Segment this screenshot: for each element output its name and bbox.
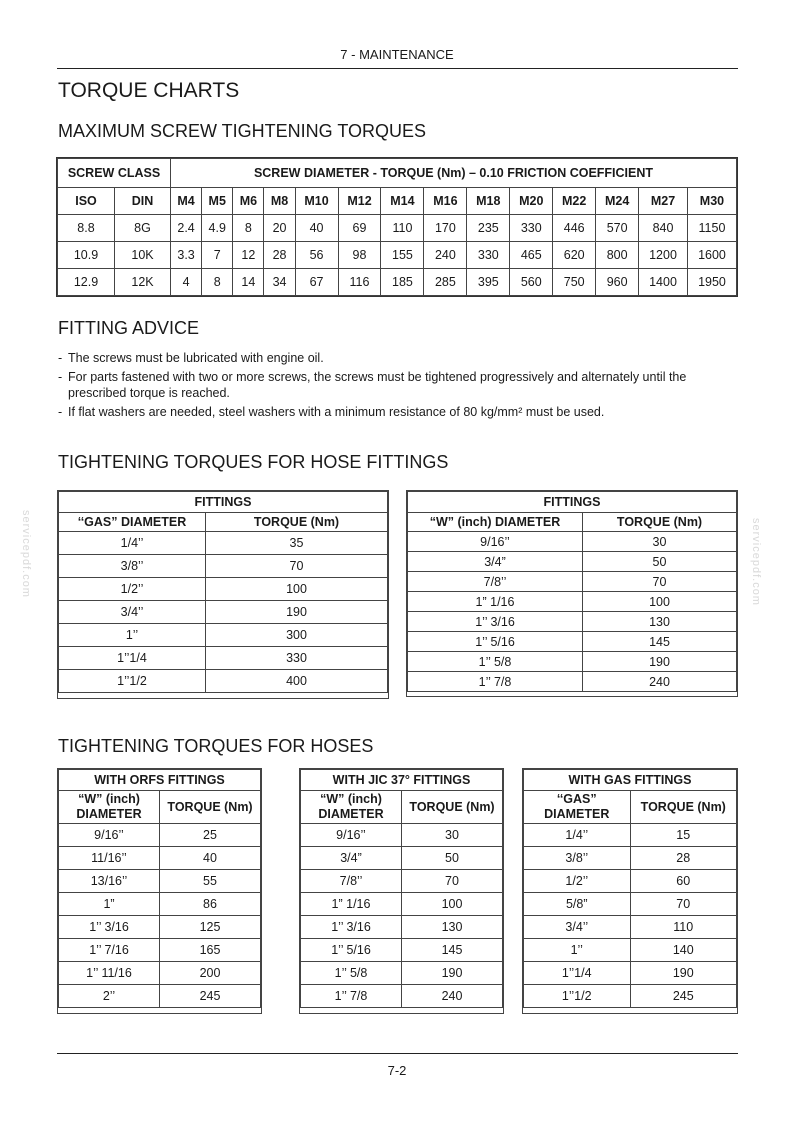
diameter-header: “W” (inch) DIAMETER: [59, 791, 160, 824]
torque-cell: 40: [160, 847, 261, 870]
torque-cell: 285: [424, 269, 467, 296]
diameter-cell: 1/4’’: [524, 824, 631, 847]
torque-header: TORQUE (Nm): [402, 791, 503, 824]
torque-cell: 300: [206, 624, 388, 647]
torque-cell: 110: [630, 916, 737, 939]
diameter-cell: 1’’ 5/16: [301, 939, 402, 962]
diameter-cell: 13/16’’: [59, 870, 160, 893]
diameter-cell: 3/4’’: [59, 601, 206, 624]
table-row: [59, 624, 388, 647]
table-row: [408, 532, 737, 552]
page-title: TORQUE CHARTS: [58, 79, 240, 102]
table-row: [59, 532, 388, 555]
torque-cell: 1400: [639, 269, 688, 296]
din-cell: 10K: [115, 242, 171, 269]
size-header: M18: [467, 188, 510, 215]
hoses-heading: TIGHTENING TORQUES FOR HOSES: [58, 736, 374, 756]
torque-cell: 60: [630, 870, 737, 893]
table-row: [524, 916, 737, 939]
table-row: [301, 893, 503, 916]
diameter-cell: 5/8”: [524, 893, 631, 916]
fitting-advice-list: [58, 350, 748, 423]
table-row: [408, 672, 737, 692]
torque-cell: 155: [381, 242, 424, 269]
chapter-header: 7 - MAINTENANCE: [340, 47, 454, 62]
table-row: [59, 893, 261, 916]
torque-cell: 165: [160, 939, 261, 962]
torque-cell: 240: [583, 672, 737, 692]
hose-table-title: WITH ORFS FITTINGS: [59, 770, 261, 791]
torque-cell: 446: [553, 215, 596, 242]
table-row: [59, 824, 261, 847]
diameter-cell: 2’’: [59, 985, 160, 1008]
torque-cell: 86: [160, 893, 261, 916]
torque-cell: 34: [264, 269, 295, 296]
iso-cell: 10.9: [58, 242, 115, 269]
diameter-cell: 1” 1/16: [301, 893, 402, 916]
table-row: [524, 985, 737, 1008]
w-diameter-header: “W” (inch) DIAMETER: [408, 513, 583, 532]
torque-cell: 70: [583, 572, 737, 592]
w-fittings-title: FITTINGS: [408, 492, 737, 513]
size-header: M24: [596, 188, 639, 215]
din-header: DIN: [115, 188, 171, 215]
size-header: M22: [553, 188, 596, 215]
table-row: [59, 916, 261, 939]
table-row: [301, 847, 503, 870]
title-row: [59, 770, 261, 791]
diameter-cell: 1’’ 11/16: [59, 962, 160, 985]
size-header: M8: [264, 188, 295, 215]
table-row: [59, 670, 388, 693]
torque-cell: 200: [160, 962, 261, 985]
size-header: M20: [510, 188, 553, 215]
diameter-cell: 1’’ 5/8: [408, 652, 583, 672]
torque-cell: 960: [596, 269, 639, 296]
gas-diameter-header: ‘‘GAS” DIAMETER: [59, 513, 206, 532]
torque-cell: 130: [402, 916, 503, 939]
torque-cell: 15: [630, 824, 737, 847]
diameter-cell: 1’’ 3/16: [59, 916, 160, 939]
torque-cell: 67: [295, 269, 338, 296]
torque-cell: 69: [338, 215, 381, 242]
torque-cell: 330: [510, 215, 553, 242]
torque-cell: 570: [596, 215, 639, 242]
torque-cell: 4.9: [202, 215, 233, 242]
w-torque-header: TORQUE (Nm): [583, 513, 737, 532]
torque-cell: 14: [233, 269, 264, 296]
torque-cell: 56: [295, 242, 338, 269]
title-row: [301, 770, 503, 791]
torque-cell: 7: [202, 242, 233, 269]
diameter-cell: 1” 1/16: [408, 592, 583, 612]
diameter-cell: 7/8’’: [408, 572, 583, 592]
torque-cell: 110: [381, 215, 424, 242]
table-row: [408, 592, 737, 612]
diameter-cell: 1’’ 3/16: [301, 916, 402, 939]
watermark-left: servicepdf.com: [20, 510, 32, 598]
jic-table: [300, 769, 503, 1008]
torque-cell: 330: [206, 647, 388, 670]
table-row: [59, 578, 388, 601]
table-row: [58, 215, 737, 242]
diameter-cell: 1’’1/4: [524, 962, 631, 985]
table-row: [301, 824, 503, 847]
torque-cell: 12: [233, 242, 264, 269]
torque-cell: 145: [583, 632, 737, 652]
torque-cell: 125: [160, 916, 261, 939]
torque-cell: 3.3: [171, 242, 202, 269]
torque-cell: 560: [510, 269, 553, 296]
torque-cell: 400: [206, 670, 388, 693]
diameter-cell: 1’’1/4: [59, 647, 206, 670]
table-row: [524, 893, 737, 916]
torque-cell: 185: [381, 269, 424, 296]
diameter-cell: 11/16’’: [59, 847, 160, 870]
diameter-cell: 9/16’’: [408, 532, 583, 552]
torque-cell: 2.4: [171, 215, 202, 242]
gas-fittings-title: FITTINGS: [59, 492, 388, 513]
table-row: [59, 601, 388, 624]
table-row: [408, 632, 737, 652]
diameter-cell: 1’’ 7/16: [59, 939, 160, 962]
diameter-cell: 1’’: [59, 624, 206, 647]
diameter-cell: 3/8’’: [524, 847, 631, 870]
watermark-right: servicepdf.com: [750, 518, 762, 606]
diameter-cell: 9/16’’: [301, 824, 402, 847]
diameter-cell: 1’’ 7/8: [301, 985, 402, 1008]
table-row: [59, 962, 261, 985]
size-header: M30: [687, 188, 736, 215]
torque-cell: 170: [424, 215, 467, 242]
table-row: [408, 552, 737, 572]
table-row: [301, 962, 503, 985]
torque-cell: 70: [630, 893, 737, 916]
iso-cell: 12.9: [58, 269, 115, 296]
advice-item: - The screws must be lubricated with engine oil.: [58, 351, 324, 365]
screw-class-header: SCREW CLASS: [58, 159, 171, 188]
gas-fittings-table: [58, 491, 388, 693]
table-row: [58, 242, 737, 269]
torque-cell: 190: [583, 652, 737, 672]
diameter-cell: 3/4”: [408, 552, 583, 572]
diameter-cell: 1’’1/2: [524, 985, 631, 1008]
torque-cell: 100: [583, 592, 737, 612]
torque-cell: 50: [402, 847, 503, 870]
table-row: [301, 916, 503, 939]
table-row: [408, 612, 737, 632]
torque-cell: 30: [402, 824, 503, 847]
table-row: [59, 847, 261, 870]
table-row: [58, 269, 737, 296]
diameter-cell: 3/4’’: [524, 916, 631, 939]
torque-cell: 800: [596, 242, 639, 269]
footer-rule: [57, 1053, 738, 1054]
diameter-cell: 1’’: [524, 939, 631, 962]
diameter-header: ‘‘GAS” DIAMETER: [524, 791, 631, 824]
table-row: [301, 985, 503, 1008]
torque-cell: 465: [510, 242, 553, 269]
diameter-cell: 7/8’’: [301, 870, 402, 893]
size-header: M4: [171, 188, 202, 215]
fitting-advice-heading: FITTING ADVICE: [58, 318, 200, 338]
size-header: M10: [295, 188, 338, 215]
gas-torque-header: TORQUE (Nm): [206, 513, 388, 532]
torque-cell: 8: [233, 215, 264, 242]
torque-header: TORQUE (Nm): [630, 791, 737, 824]
diameter-cell: 1’’ 5/8: [301, 962, 402, 985]
diameter-cell: 1’’1/2: [59, 670, 206, 693]
torque-cell: 190: [630, 962, 737, 985]
diameter-cell: 1’’ 5/16: [408, 632, 583, 652]
torque-cell: 620: [553, 242, 596, 269]
torque-cell: 30: [583, 532, 737, 552]
hose-fittings-heading: TIGHTENING TORQUES FOR HOSE FITTINGS: [58, 452, 449, 472]
torque-header: TORQUE (Nm): [160, 791, 261, 824]
torque-cell: 145: [402, 939, 503, 962]
torque-cell: 40: [295, 215, 338, 242]
torque-cell: 116: [338, 269, 381, 296]
table-row: [408, 652, 737, 672]
torque-cell: 1150: [687, 215, 736, 242]
size-header: M16: [424, 188, 467, 215]
hose-table-title: WITH JIC 37° FITTINGS: [301, 770, 503, 791]
din-cell: 12K: [115, 269, 171, 296]
table-row: [59, 555, 388, 578]
torque-cell: 100: [206, 578, 388, 601]
size-header: M12: [338, 188, 381, 215]
torque-cell: 240: [402, 985, 503, 1008]
hose-table-title: WITH GAS FITTINGS: [524, 770, 737, 791]
table-row: [59, 870, 261, 893]
page-number: 7-2: [387, 1063, 407, 1078]
torque-cell: 98: [338, 242, 381, 269]
screw-diameter-header: SCREW DIAMETER - TORQUE (Nm) – 0.10 FRICTION COEFFICIENT: [171, 159, 737, 188]
torque-cell: 50: [583, 552, 737, 572]
table-row: [59, 985, 261, 1008]
header-row: [59, 791, 261, 824]
gas-hoses-frame: [522, 768, 738, 1014]
max-torque-table: [57, 158, 737, 296]
iso-header: ISO: [58, 188, 115, 215]
diameter-cell: 1/2’’: [524, 870, 631, 893]
torque-cell: 70: [402, 870, 503, 893]
torque-cell: 1600: [687, 242, 736, 269]
table-row: [524, 962, 737, 985]
torque-cell: 35: [206, 532, 388, 555]
table-row: [524, 870, 737, 893]
diameter-header: “W” (inch) DIAMETER: [301, 791, 402, 824]
torque-cell: 25: [160, 824, 261, 847]
title-row: [524, 770, 737, 791]
torque-cell: 70: [206, 555, 388, 578]
din-cell: 8G: [115, 215, 171, 242]
header-rule: [57, 68, 738, 69]
diameter-cell: 3/4”: [301, 847, 402, 870]
torque-cell: 140: [630, 939, 737, 962]
diameter-cell: 1’’ 7/8: [408, 672, 583, 692]
table-row: [59, 647, 388, 670]
advice-item: - If flat washers are needed, steel washers with a minimum resistance of 80 kg/mm² must be used.: [58, 405, 605, 419]
max-torque-heading: MAXIMUM SCREW TIGHTENING TORQUES: [58, 121, 427, 141]
torque-cell: 55: [160, 870, 261, 893]
torque-cell: 190: [206, 601, 388, 624]
torque-cell: 235: [467, 215, 510, 242]
table-row: [524, 939, 737, 962]
diameter-cell: 1/4’’: [59, 532, 206, 555]
orfs-frame: [57, 768, 262, 1014]
diameter-cell: 9/16’’: [59, 824, 160, 847]
orfs-table: [58, 769, 261, 1008]
table-row: [59, 939, 261, 962]
table-row: [524, 847, 737, 870]
torque-cell: 245: [630, 985, 737, 1008]
header-row: [301, 791, 503, 824]
size-header: M27: [639, 188, 688, 215]
torque-cell: 1950: [687, 269, 736, 296]
diameter-cell: 1”: [59, 893, 160, 916]
torque-cell: 190: [402, 962, 503, 985]
torque-cell: 4: [171, 269, 202, 296]
torque-cell: 330: [467, 242, 510, 269]
torque-cell: 245: [160, 985, 261, 1008]
torque-cell: 840: [639, 215, 688, 242]
size-header: M5: [202, 188, 233, 215]
size-header: M6: [233, 188, 264, 215]
table-row: [301, 939, 503, 962]
table-row: [301, 870, 503, 893]
torque-cell: 28: [630, 847, 737, 870]
table-row: [408, 572, 737, 592]
diameter-cell: 1/2’’: [59, 578, 206, 601]
w-fittings-table: [407, 491, 737, 692]
torque-cell: 20: [264, 215, 295, 242]
size-header: M14: [381, 188, 424, 215]
torque-cell: 750: [553, 269, 596, 296]
gas-fittings-frame: [57, 490, 389, 699]
torque-cell: 130: [583, 612, 737, 632]
torque-cell: 240: [424, 242, 467, 269]
header-row: [524, 791, 737, 824]
gas-hoses-table: [523, 769, 737, 1008]
w-fittings-frame: [406, 490, 738, 697]
torque-cell: 100: [402, 893, 503, 916]
torque-cell: 8: [202, 269, 233, 296]
torque-cell: 395: [467, 269, 510, 296]
jic-frame: [299, 768, 504, 1014]
table-row: [524, 824, 737, 847]
iso-cell: 8.8: [58, 215, 115, 242]
diameter-cell: 1’’ 3/16: [408, 612, 583, 632]
advice-item: - For parts fastened with two or more screws, the screws must be tightened progressively and alternately until the prescribed torque is reached.: [58, 370, 687, 400]
diameter-cell: 3/8’’: [59, 555, 206, 578]
torque-cell: 28: [264, 242, 295, 269]
torque-cell: 1200: [639, 242, 688, 269]
